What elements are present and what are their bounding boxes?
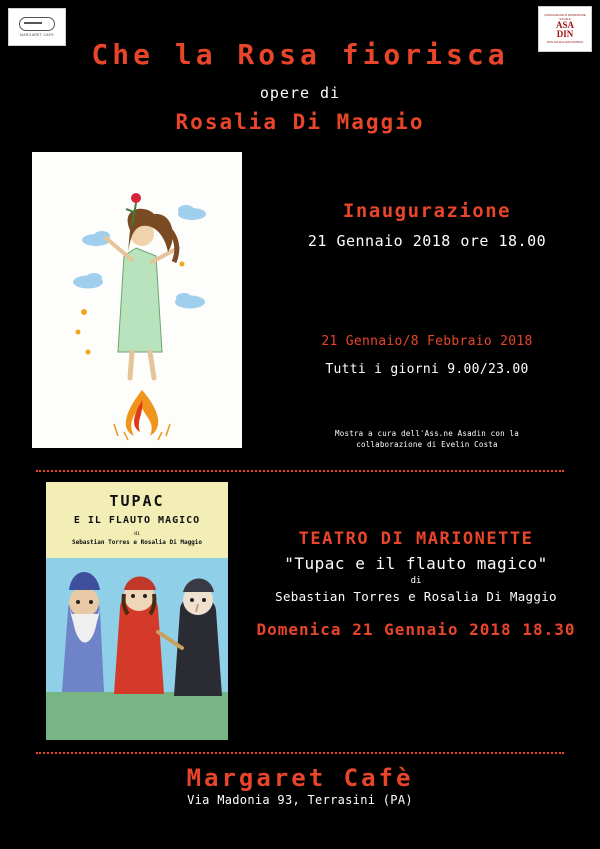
- divider-bottom: [36, 752, 564, 755]
- asadin-logo-top-line: ASSOCIAZIONE DI PROMOZIONE SOCIALE: [544, 14, 586, 21]
- theatre-di-label: di: [410, 576, 422, 586]
- puppet-poster-authors: Sebastian Torres e Rosalia Di Maggio: [71, 539, 203, 546]
- painting-image: [32, 152, 242, 448]
- poster-title: Che la Rosa fiorisca: [91, 38, 509, 71]
- curator-note-line1: Mostra a cura dell'Ass.ne Asadin con la: [335, 429, 519, 438]
- theatre-datetime: Domenica 21 Gennaio 2018 18.30: [256, 620, 576, 639]
- venue-name: Margaret Cafè: [186, 764, 414, 792]
- run-dates: 21 Gennaio/8 Febbraio 2018: [321, 334, 533, 349]
- opening-datetime: 21 Gennaio 2018 ore 18.00: [307, 232, 547, 250]
- byline-label: opere di: [259, 84, 341, 102]
- curator-note-line2: collaborazione di Evelin Costa: [356, 440, 498, 450]
- theatre-show-title: "Tupac e il flauto magico": [284, 554, 548, 573]
- puppet-poster-subtitle: E IL FLAUTO MAGICO: [73, 515, 201, 526]
- curator-note: [262, 428, 592, 451]
- divider-top: [36, 470, 564, 473]
- opening-label: Inaugurazione: [342, 200, 512, 222]
- theatre-heading: TEATRO DI MARIONETTE: [298, 529, 534, 549]
- opening-hours: Tutti i giorni 9.00/23.00: [325, 362, 529, 377]
- asadin-logo-name-line2: DIN: [556, 28, 574, 39]
- theatre-authors: Sebastian Torres e Rosalia Di Maggio: [275, 589, 557, 604]
- venue-address: Via Madonia 93, Terrasini (PA): [187, 793, 413, 807]
- margaret-cafe-logo-caption: MARGARET CAFE: [20, 33, 54, 37]
- artist-name: Rosalia Di Maggio: [175, 110, 425, 134]
- cup-icon: [19, 17, 55, 31]
- asadin-logo-subtitle: ARTE SOCIALE ARTE DINAMICA: [546, 40, 584, 44]
- asadin-logo-name-line1: ASA: [555, 19, 574, 30]
- puppet-poster-title: TUPAC: [109, 492, 165, 510]
- puppet-poster-di-label: di: [133, 531, 141, 537]
- puppet-poster-image: [46, 482, 228, 740]
